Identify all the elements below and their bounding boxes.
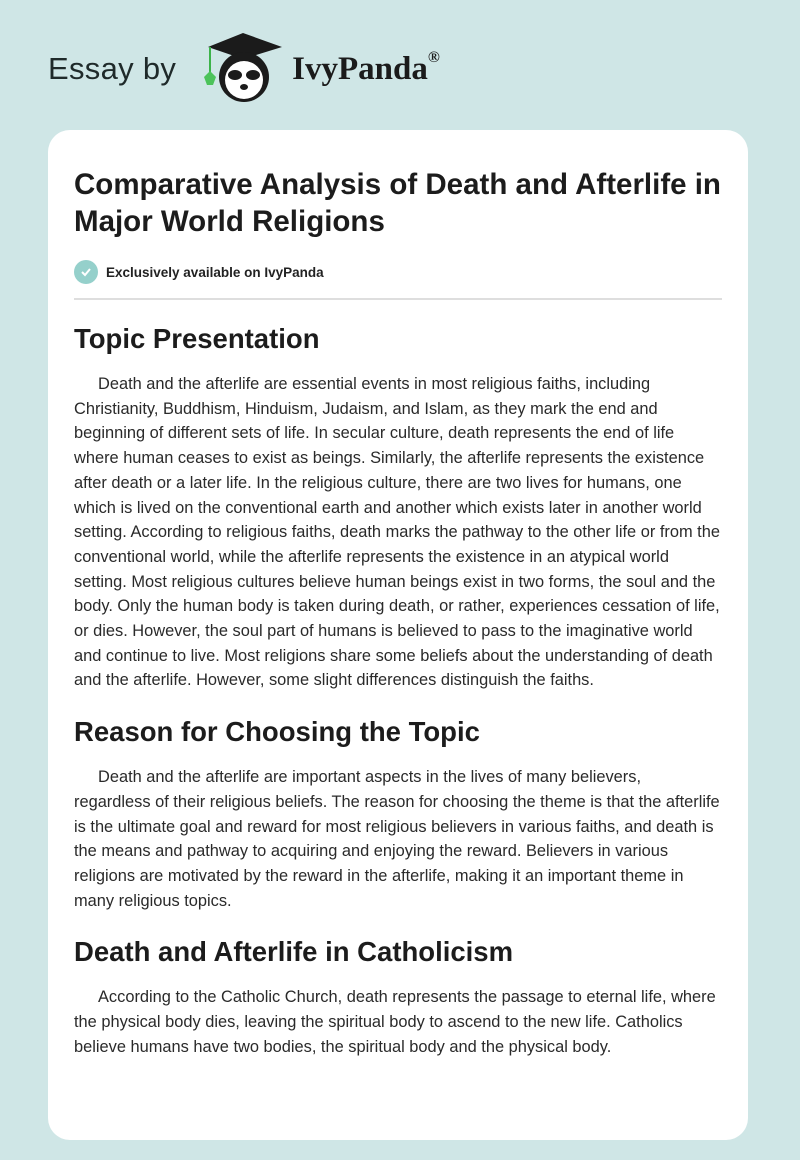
exclusive-badge — [74, 260, 722, 284]
check-icon — [74, 260, 98, 284]
section-paragraph: Death and the afterlife are essential events in most religious faiths, including Christianity, Buddhism, Hinduism, Judaism, and Islam, as they mark the end and beginning of different sets of life. In secular culture, death represents the end of life where human ceases to exist as beings. Similarly, the afterlife represents the existence after death or a later life. In the religious culture, there are two lives for humans, one which is lived on the conventional earth and another which exists later in another world setting. According to religious faiths, death marks the pathway to the other life or from the conventional world, while the afterlife represents the existence in an atypical world setting. Most religious cultures believe human beings exist in two forms, the soul and the body. Only the human body is taken during death, or rather, experiences cessation of life, or dies. However, the soul part of humans is believed to pass to the imaginative world and continue to live. Most religions share some beliefs about the understanding of death and the afterlife. However, some slight differences distinguish the faiths. — [74, 375, 720, 690]
section-heading: Reason for Choosing the Topic — [74, 716, 480, 748]
brand-name[interactable] — [292, 48, 440, 88]
essay-by-label: Essay by — [48, 51, 177, 86]
registered-mark: ® — [427, 48, 440, 66]
site-header — [48, 34, 440, 104]
section-heading: Topic Presentation — [74, 323, 320, 354]
essay-title: Comparative Analysis of Death and Afterlife in Major World Religions — [74, 168, 721, 238]
ivypanda-logo-icon[interactable] — [198, 31, 284, 107]
essay-card — [48, 130, 748, 1140]
badge-text: Exclusively available on IvyPanda — [106, 264, 324, 280]
section-paragraph: According to the Catholic Church, death represents the passage to eternal life, where the physical body dies, leaving the spiritual body to ascend to the new life. Catholics believe humans have two bodies, the spiritual body and the physical body. — [74, 988, 716, 1056]
section-heading: Death and Afterlife in Catholicism — [74, 936, 514, 968]
section-paragraph: Death and the afterlife are important aspects in the lives of many believers, regardless of their religious beliefs. The reason for choosing the theme is that the afterlife is the ultimate goal and reward for most religious believers in various faiths, and death is the means and pathway to acquiring and enjoying the reward. Believers in various religions are motivated by the reward in the afterlife, making it an important theme in many religious topics. — [74, 768, 720, 910]
brand-text: IvyPanda — [292, 50, 428, 87]
divider — [74, 298, 722, 300]
